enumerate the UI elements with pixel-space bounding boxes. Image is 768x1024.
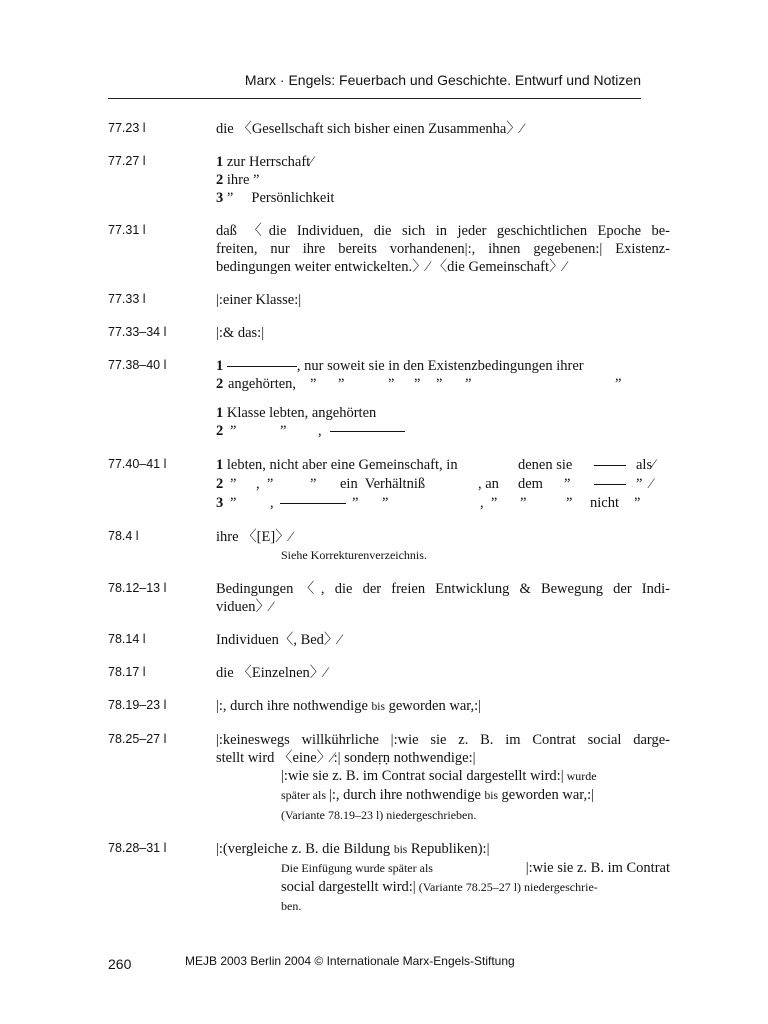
- omission-dash: [227, 366, 297, 367]
- ditto-mark: ”: [520, 495, 527, 511]
- omission-dash: [594, 465, 626, 466]
- text-line: Individuen〈, Bed〉⁄: [216, 632, 341, 648]
- text-line: |:& das:|: [216, 325, 265, 341]
- text-line: |:einer Klasse:|: [216, 292, 302, 308]
- ditto-mark: ”: [634, 495, 641, 511]
- variant-text: dem: [518, 476, 543, 492]
- page-number: 260: [108, 956, 132, 972]
- text-line: stellt wird 〈eine〉⁄:| sondeṛṇ nothwendige:|: [216, 750, 476, 766]
- entry-text: [216, 222, 670, 276]
- text-line: [216, 697, 670, 716]
- text-line: die 〈Einzelnen〉⁄: [216, 665, 327, 681]
- ditto-mark: ”: [338, 376, 345, 392]
- line-reference: 78.4 l: [108, 529, 139, 543]
- variant-number: 2: [216, 423, 224, 439]
- variant-number: 3: [216, 495, 224, 511]
- ditto-mark: ”: [566, 495, 573, 511]
- small-text: bis: [393, 844, 408, 856]
- comma: ,: [318, 423, 322, 439]
- line-reference: 77.23 l: [108, 121, 146, 135]
- variant-text: , nur soweit sie in den Existenzbedingungen ihrer: [296, 358, 584, 374]
- text-line: ihre 〈[E]〉⁄: [216, 529, 293, 545]
- entry-78-17: [108, 664, 670, 682]
- running-header: Marx · Engels: Feuerbach und Geschichte. Entwurf und Notizen: [244, 72, 641, 88]
- note-text: später als: [281, 788, 329, 802]
- entry-77-33: [108, 291, 670, 309]
- variant-number: 3: [216, 190, 224, 206]
- variant-number: 2: [216, 376, 224, 392]
- text-line: viduen〉⁄: [216, 599, 273, 615]
- text-segment: |:(vergleiche z. B. die Bildung: [216, 841, 394, 857]
- entry-text: [216, 153, 670, 207]
- variant-number: 1: [216, 457, 224, 473]
- line-reference: 77.33–34 l: [108, 325, 167, 339]
- variant-cell: [216, 456, 518, 475]
- line-reference: 78.14 l: [108, 632, 146, 646]
- ditto-mark: ”: [465, 376, 472, 392]
- variant-line-2: [216, 375, 621, 394]
- line-reference: 77.38–40 l: [108, 358, 167, 372]
- comma: ,: [270, 495, 274, 511]
- header-rule: [108, 98, 641, 99]
- ditto-mark: ”: [310, 476, 317, 492]
- variant-number: 2: [216, 172, 224, 188]
- entry-text: [216, 840, 670, 916]
- entry-78-14: [108, 631, 670, 649]
- entry-text: [216, 528, 670, 565]
- ditto-mark: ”: [388, 376, 395, 392]
- ditto-mark: ”: [414, 376, 421, 392]
- note-text: (Variante 78.25–27 l) niedergeschrie-: [415, 880, 598, 894]
- variant-text: nicht: [590, 495, 619, 511]
- note-quote: |:wie sie z. B. im Contrat: [525, 860, 670, 876]
- footer-copyright: MEJB 2003 Berlin 2004 © Internationale Marx-Engels-Stiftung: [185, 954, 515, 968]
- note-quote: social dargestellt wird:|: [281, 879, 416, 895]
- entry-text: [216, 580, 670, 616]
- note-quote: |:, durch ihre nothwendige: [328, 787, 485, 803]
- line-reference: 78.17 l: [108, 665, 146, 679]
- entry-text: [216, 664, 670, 682]
- small-text: bis: [371, 701, 385, 713]
- line-reference: 78.25–27 l: [108, 732, 167, 746]
- entry-78-19-23: [108, 697, 670, 716]
- variant-text: als⁄: [636, 457, 655, 473]
- text-segment: |:, durch ihre nothwendige: [216, 698, 372, 714]
- variant-text: angehörten,: [228, 376, 297, 392]
- text-line: Bedingungen〈, die der freien Entwicklung & Bewegung der Indi-: [216, 581, 670, 597]
- entry-text: [216, 120, 670, 138]
- slash-mark: ⁄: [650, 476, 653, 492]
- apparatus-entries: [108, 120, 670, 931]
- entry-text: [216, 324, 670, 342]
- note-quote: |:wie sie z. B. im Contrat social dargestellt wird:|: [281, 768, 564, 784]
- note-line: ben.: [281, 899, 302, 913]
- variant-text: Klasse lebten, angehörten: [226, 405, 377, 421]
- variant-number: 2: [216, 476, 224, 492]
- ditto-mark: ”: [564, 476, 571, 492]
- entry-text: [216, 697, 670, 716]
- variant-text: zur Herrschaft⁄: [226, 154, 313, 170]
- text-line: |:keineswegs willkührliche |:wie sie z. B. im Contrat social darge-: [216, 732, 670, 748]
- ditto-mark: ”: [636, 476, 643, 492]
- note-text: Die Einfügung wurde später als: [281, 861, 433, 875]
- ditto-mark: ”: [230, 423, 237, 439]
- entry-77-23: [108, 120, 670, 138]
- variant-text: lebten, nicht aber eine Gemeinschaft, in: [226, 457, 458, 473]
- variant-text: ein Verhältniß: [340, 476, 426, 492]
- text-line: bedingungen weiter entwickelten.〉⁄ 〈die Gemeinschaft〉⁄: [216, 259, 566, 275]
- ditto-mark: , ”: [256, 476, 274, 492]
- variant-text: , an: [478, 476, 499, 492]
- omission-dash: [594, 484, 626, 485]
- entry-text: [216, 456, 670, 513]
- omission-dash: [280, 503, 346, 504]
- ditto-mark: ”: [230, 495, 237, 511]
- text-segment: Republiken):|: [407, 841, 490, 857]
- ditto-mark: ”: [436, 376, 443, 392]
- text-line: daß 〈die Individuen, die sich in jeder geschichtlichen Epoche be-: [216, 223, 670, 239]
- line-reference: 78.19–23 l: [108, 698, 167, 712]
- ditto-mark: ”: [382, 495, 389, 511]
- variant-number: 1: [216, 358, 224, 374]
- variant-text: ihre ”: [226, 172, 260, 188]
- note-text: wurde: [563, 769, 597, 783]
- variant-line-2: [216, 171, 670, 189]
- variant-line-1b: [216, 404, 670, 422]
- variant-line-1: [216, 153, 670, 171]
- note-line: [281, 786, 670, 806]
- editorial-note: Siehe Korrekturenverzeichnis.: [281, 548, 427, 562]
- entry-77-27: [108, 153, 670, 207]
- entry-text: [216, 291, 670, 309]
- note-line: (Variante 78.19–23 l) niedergeschrieben.: [281, 808, 477, 822]
- entry-77-40-41: [108, 456, 670, 513]
- variant-line-3: [216, 494, 640, 513]
- line-reference: 77.31 l: [108, 223, 146, 237]
- text-line: [216, 840, 670, 859]
- variant-line-3: [216, 189, 670, 207]
- ditto-mark: ”: [615, 376, 622, 392]
- entry-78-12-13: [108, 580, 670, 616]
- entry-77-38-40: [108, 357, 670, 441]
- entry-77-33-34: [108, 324, 670, 342]
- ditto-mark: , ”: [480, 495, 498, 511]
- variant-number: 1: [216, 154, 224, 170]
- variant-number: 1: [216, 405, 224, 421]
- line-reference: 77.27 l: [108, 154, 146, 168]
- text-line: freiten, nur ihre bereits vorhandenen|:, ihnen gegebenen:| Existenz-: [216, 241, 670, 257]
- text-line: die 〈Gesellschaft sich bisher einen Zusammenha〉⁄: [216, 121, 524, 137]
- line-reference: 77.33 l: [108, 292, 146, 306]
- note-line: [281, 859, 670, 878]
- entry-text: [216, 731, 670, 825]
- entry-text: [216, 631, 670, 649]
- editorial-note: [281, 859, 670, 916]
- note-quote: geworden war,:|: [497, 787, 595, 803]
- ditto-mark: ”: [352, 495, 359, 511]
- ditto-mark: ”: [230, 476, 237, 492]
- note-line: [281, 878, 670, 897]
- variant-text: ” Persönlichkeit: [226, 190, 335, 206]
- ditto-mark: ”: [310, 376, 317, 392]
- entry-78-25-27: [108, 731, 670, 825]
- omission-dash: [330, 431, 405, 432]
- line-reference: 78.12–13 l: [108, 581, 167, 595]
- spacer: [216, 394, 670, 404]
- note-line: [281, 767, 670, 786]
- text-segment: geworden war,:|: [384, 698, 482, 714]
- variant-line-2b: [216, 422, 405, 441]
- entry-text: [216, 357, 670, 441]
- entry-77-31: [108, 222, 670, 276]
- variant-line-2: [216, 475, 652, 494]
- variant-text: denen sie: [518, 457, 573, 473]
- editorial-note: [281, 767, 670, 825]
- entry-78-4: [108, 528, 670, 565]
- line-reference: 77.40–41 l: [108, 457, 167, 471]
- variant-line-1: [216, 357, 670, 375]
- variant-line-1: [216, 456, 655, 475]
- entry-78-28-31: [108, 840, 670, 916]
- line-reference: 78.28–31 l: [108, 841, 167, 855]
- small-text: bis: [484, 790, 498, 802]
- ditto-mark: ”: [280, 423, 287, 439]
